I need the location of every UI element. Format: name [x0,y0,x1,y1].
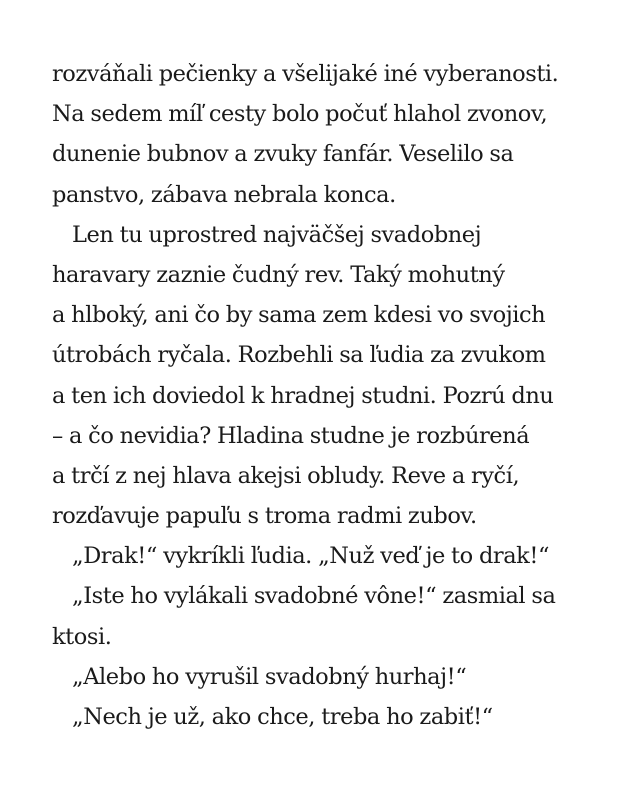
text-line: ktosi. [52,623,112,650]
text-line: „Nech je už, ako chce, treba ho zabiť!“ [72,704,493,730]
text-line: rozďavuje papuľu s troma radmi zubov. [52,503,477,530]
text-line: a hlboký, ani čo by sama zem kdesi vo svojich [52,302,546,329]
text-line: „Alebo ho vyrušil svadobný hurhaj!“ [72,663,467,690]
text-line: útrobách ryčala. Rozbehli sa ľudia za zvukom [52,342,546,369]
text-line: haravary zaznie čudný rev. Taký mohutný [52,261,505,288]
text-line: rozváňali pečienky a všelijaké iné vyberanosti. [52,61,559,87]
text-line: „Iste ho vylákali svadobné vône!“ zasmial sa [72,583,556,610]
story-text [52,54,612,737]
text-line: „Drak!“ vykríkli ľudia. „Nuž veď je to drak!“ [72,543,549,570]
text-line: – a čo nevidia? Hladina studne je rozbúrená [52,422,530,449]
text-line: a ten ich doviedol k hradnej studni. Pozrú dnu [52,382,554,409]
text-line: dunenie bubnov a zvuky fanfár. Veselilo sa [52,141,514,168]
text-line: Len tu uprostred najväčšej svadobnej [72,221,482,248]
text-line: panstvo, zábava nebrala konca. [52,181,396,208]
text-line: a trčí z nej hlava akejsi obludy. Reve a ryčí, [52,462,520,489]
text-line: Na sedem míľ cesty bolo počuť hlahol zvonov, [52,101,548,128]
